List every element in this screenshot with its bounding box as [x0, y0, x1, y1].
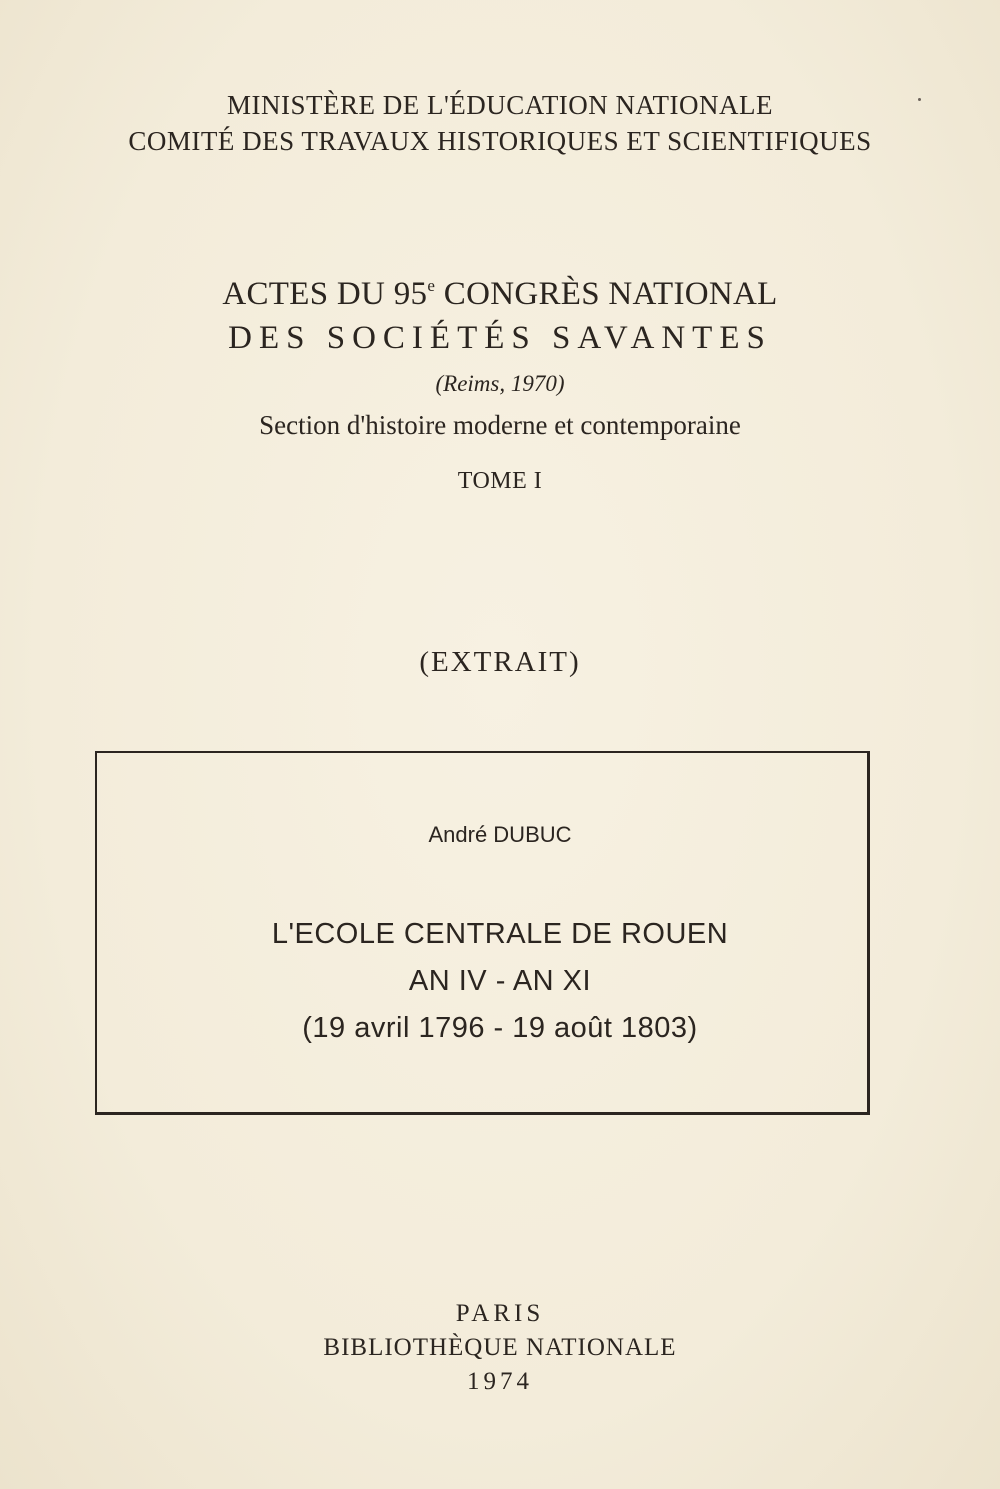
article-title-line3: (19 avril 1796 - 19 août 1803)	[302, 1012, 698, 1044]
publication-year: 1974	[467, 1368, 533, 1395]
section-title: Section d'histoire moderne et contemporaine	[259, 410, 741, 440]
publisher-name: BIBLIOTHÈQUE NATIONALE	[323, 1334, 677, 1361]
ministry-heading: MINISTÈRE DE L'ÉDUCATION NATIONALE	[226, 90, 774, 120]
tome-label: TOME I	[457, 468, 543, 494]
paper-speck	[918, 98, 921, 101]
article-title-line1: L'ECOLE CENTRALE DE ROUEN	[271, 918, 729, 950]
article-title-line2: AN IV - AN XI	[408, 965, 592, 997]
extract-label: (EXTRAIT)	[419, 646, 581, 678]
proceedings-title-start: ACTES DU 95	[222, 276, 428, 312]
proceedings-title	[0, 276, 1000, 313]
ordinal-superscript: e	[427, 276, 436, 295]
proceedings-title-end: CONGRÈS NATIONAL	[435, 276, 778, 312]
societies-title: DES SOCIÉTÉS SAVANTES	[228, 320, 772, 356]
committee-heading: COMITÉ DES TRAVAUX HISTORIQUES ET SCIENTIFIQUES	[128, 126, 872, 156]
place-date: (Reims, 1970)	[435, 371, 565, 396]
author-name: André DUBUC	[428, 822, 572, 847]
publisher-city: PARIS	[455, 1300, 545, 1327]
